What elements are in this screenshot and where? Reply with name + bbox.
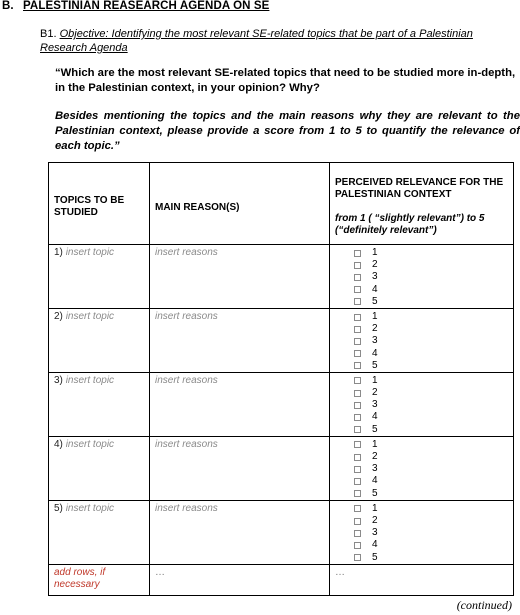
rating-option[interactable]: 4 — [354, 475, 513, 487]
rating-option[interactable]: 1 — [354, 439, 513, 451]
rating-option[interactable]: 2 — [354, 387, 513, 399]
table-header-row — [49, 163, 514, 245]
checkbox-icon[interactable] — [354, 362, 361, 369]
checkbox-icon[interactable] — [354, 286, 361, 293]
reasons-placeholder: insert reasons — [155, 310, 218, 322]
topic-cell[interactable] — [49, 500, 150, 564]
topic-placeholder: insert topic — [65, 438, 115, 450]
header-topics: TOPICS TO BE STUDIED — [49, 163, 150, 245]
rating-option[interactable]: 1 — [354, 375, 513, 387]
checkbox-icon[interactable] — [354, 478, 361, 485]
checkbox-icon[interactable] — [354, 274, 361, 281]
rating-option[interactable]: 1 — [354, 503, 513, 515]
reasons-cell[interactable] — [150, 564, 330, 595]
survey-instruction: Besides mentioning the topics and the main reasons why they are relevant to the Palestinian context, please provide a score from 1 to 5 to quantify the relevance of each topic.” — [55, 110, 520, 152]
reasons-placeholder: insert reasons — [155, 502, 218, 514]
checkbox-icon[interactable] — [354, 505, 361, 512]
table-row — [49, 436, 514, 500]
checkbox-icon[interactable] — [354, 518, 361, 525]
relevance-cell — [330, 500, 514, 564]
reasons-cell[interactable] — [150, 500, 330, 564]
rating-option[interactable]: 2 — [354, 323, 513, 335]
checkbox-icon[interactable] — [354, 542, 361, 549]
checkbox-icon[interactable] — [354, 441, 361, 448]
checkbox-icon[interactable] — [354, 350, 361, 357]
reasons-placeholder: insert reasons — [155, 438, 218, 450]
ellipsis: … — [155, 566, 165, 578]
topic-cell[interactable] — [49, 245, 150, 309]
rating-option[interactable]: 2 — [354, 451, 513, 463]
header-relevance: PERCEIVED RELEVANCE FOR THE PALESTINIAN CONTEXT from 1 ( “slightly relevant”) to 5 (“definitely relevant”) — [330, 163, 514, 245]
rating-option[interactable]: 4 — [354, 284, 513, 296]
rating-option[interactable]: 5 — [354, 424, 513, 436]
objective-block — [40, 27, 500, 55]
topic-cell[interactable] — [49, 308, 150, 372]
survey-question: “Which are the most relevant SE-related topics that need to be studied more in-depth, in the Palestinian context, in your opinion? Why? — [55, 67, 516, 94]
table-row — [49, 372, 514, 436]
ellipsis: … — [335, 566, 345, 578]
rating-option[interactable]: 3 — [354, 527, 513, 539]
checkbox-icon[interactable] — [354, 338, 361, 345]
reasons-cell[interactable] — [150, 372, 330, 436]
table-row — [49, 245, 514, 309]
rating-option[interactable]: 1 — [354, 311, 513, 323]
rating-option[interactable]: 5 — [354, 360, 513, 372]
row-number: 4) — [54, 438, 63, 450]
reasons-placeholder: insert reasons — [155, 247, 218, 258]
checkbox-icon[interactable] — [354, 554, 361, 561]
rating-option[interactable]: 3 — [354, 463, 513, 475]
checkbox-icon[interactable] — [354, 298, 361, 305]
objective-code: B1. — [40, 28, 57, 40]
topic-placeholder: insert topic — [65, 502, 115, 514]
objective-text: Objective: Identifying the most relevant SE-related topics that be part of a Palestinian Research Agenda — [40, 28, 473, 54]
relevance-cell — [330, 245, 514, 309]
table-row — [49, 308, 514, 372]
checkbox-icon[interactable] — [354, 314, 361, 321]
section-letter: B. — [2, 0, 14, 12]
rating-option[interactable]: 4 — [354, 348, 513, 360]
reasons-cell[interactable] — [150, 245, 330, 309]
header-relevance-scale: from 1 ( “slightly relevant”) to 5 (“definitely relevant”) — [335, 213, 485, 236]
checkbox-icon[interactable] — [354, 414, 361, 421]
row-number: 3) — [54, 374, 63, 386]
continued-note: (continued) — [456, 598, 512, 612]
row-number: 1) — [54, 247, 63, 258]
rating-option[interactable]: 5 — [354, 552, 513, 564]
topic-placeholder: insert topic — [65, 374, 115, 386]
add-rows-note: add rows, if necessary — [54, 566, 106, 590]
section-heading — [2, 0, 269, 12]
reasons-placeholder: insert reasons — [155, 374, 218, 386]
checkbox-icon[interactable] — [354, 326, 361, 333]
section-title: PALESTINIAN REASEARCH AGENDA ON SE — [23, 0, 270, 12]
topic-cell[interactable] — [49, 436, 150, 500]
topic-cell[interactable] — [49, 372, 150, 436]
checkbox-icon[interactable] — [354, 530, 361, 537]
checkbox-icon[interactable] — [354, 402, 361, 409]
relevance-cell — [330, 372, 514, 436]
topics-table — [48, 162, 514, 596]
checkbox-icon[interactable] — [354, 262, 361, 269]
rating-option[interactable]: 4 — [354, 411, 513, 423]
table-row-add — [49, 564, 514, 595]
rating-option[interactable]: 5 — [354, 296, 513, 308]
relevance-cell[interactable] — [330, 564, 514, 595]
checkbox-icon[interactable] — [354, 426, 361, 433]
rating-option[interactable]: 5 — [354, 488, 513, 500]
checkbox-icon[interactable] — [354, 377, 361, 384]
relevance-cell — [330, 308, 514, 372]
checkbox-icon[interactable] — [354, 490, 361, 497]
row-number: 5) — [54, 502, 63, 514]
checkbox-icon[interactable] — [354, 390, 361, 397]
reasons-cell[interactable] — [150, 436, 330, 500]
checkbox-icon[interactable] — [354, 454, 361, 461]
relevance-cell — [330, 436, 514, 500]
rating-option[interactable]: 2 — [354, 515, 513, 527]
rating-option[interactable]: 1 — [354, 247, 513, 259]
rating-option[interactable]: 3 — [354, 271, 513, 283]
add-rows-cell[interactable] — [49, 564, 150, 595]
reasons-cell[interactable] — [150, 308, 330, 372]
topic-placeholder: insert topic — [65, 310, 115, 322]
rating-option[interactable]: 2 — [354, 259, 513, 271]
row-number: 2) — [54, 310, 63, 322]
header-reasons: MAIN REASON(S) — [150, 163, 330, 245]
rating-option[interactable]: 4 — [354, 539, 513, 551]
table-row — [49, 500, 514, 564]
rating-option[interactable]: 3 — [354, 399, 513, 411]
rating-option[interactable]: 3 — [354, 335, 513, 347]
checkbox-icon[interactable] — [354, 250, 361, 257]
checkbox-icon[interactable] — [354, 466, 361, 473]
topic-placeholder: insert topic — [65, 247, 115, 258]
